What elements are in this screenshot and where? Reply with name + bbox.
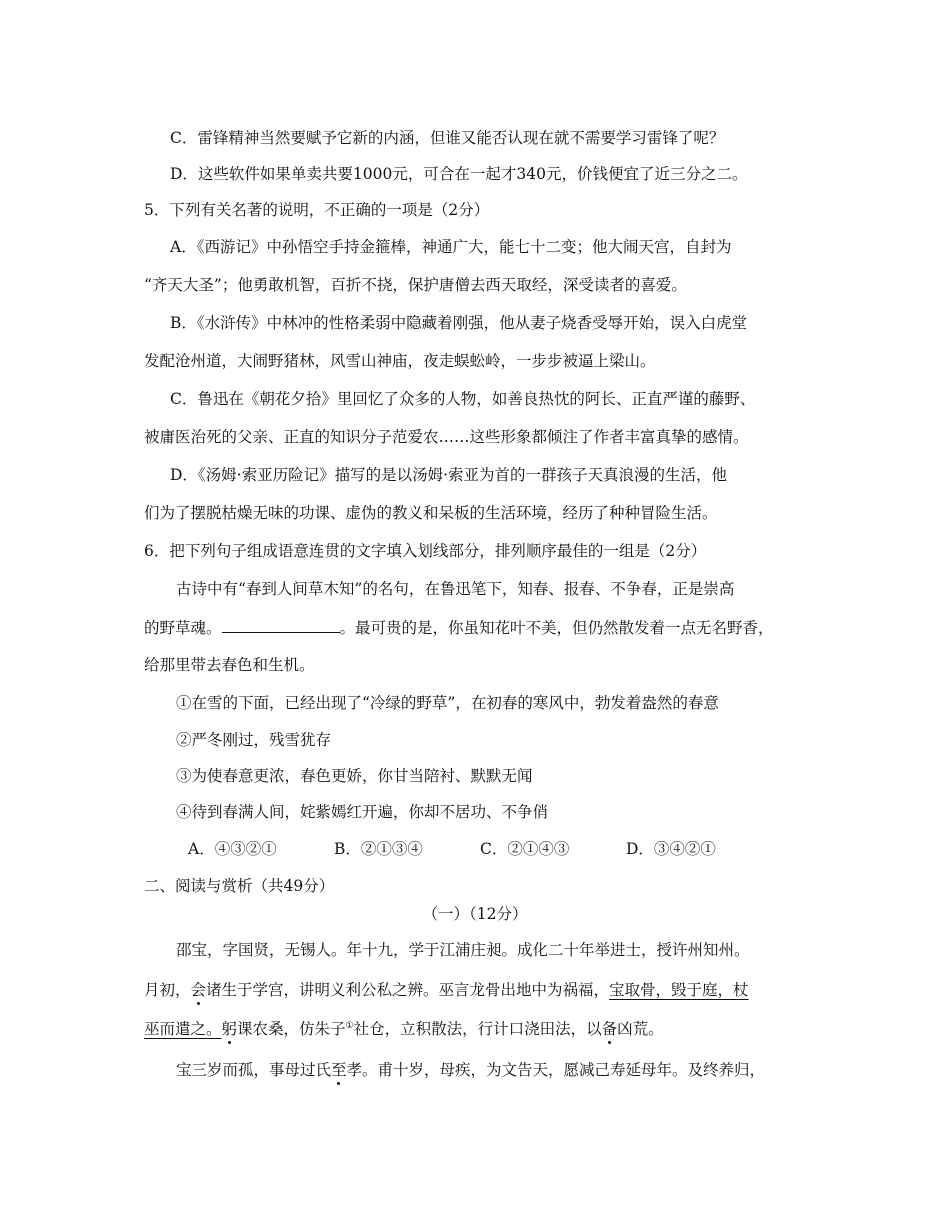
passage-text: 凶荒。 (617, 1020, 664, 1038)
passage-text: 诸生于学宫，讲明义利公私之辨。巫言龙骨出地中为祸福， (206, 981, 610, 999)
q4-option-c: C．雷锋精神当然要赋予它新的内涵，但谁又能否认现在就不需要学习雷锋了呢？ (170, 129, 725, 147)
q6-sentence-4: ④待到春满人间，姹紫嫣红开遍，你却不居功、不争俏 (176, 803, 549, 821)
section-2-title: 二、阅读与赏析（共49分） (144, 877, 335, 895)
passage-text: 孝。甫十岁，母疾，为文告天，愿减己寿延母年。及终养归， (346, 1061, 766, 1079)
q6-option-d: D．③④②① (626, 840, 716, 858)
dotted-character: 备 (601, 1020, 618, 1038)
q6-stem: 6．把下列句子组成语意连贯的文字填入划线部分，排列顺序最佳的一组是（2分） (144, 542, 707, 560)
q5-option-c-line1: C．鲁迅在《朝花夕拾》里回忆了众多的人物，如善良热忱的阿长、正直严谨的藤野、 (170, 390, 756, 408)
q6-passage-line1: 古诗中有“春到人间草木知”的名句，在鲁迅笔下，知春、报春、不争春，正是崇高 (176, 580, 735, 598)
q6-options (188, 839, 772, 859)
passage-text: 月初， (144, 981, 191, 999)
passage-text: 宝三岁而孤，事母过氏 (176, 1061, 332, 1079)
dotted-character: 会 (190, 981, 207, 999)
q6-passage-line3: 给那里带去春色和生机。 (144, 656, 315, 674)
q5-option-d-line2: 们为了摆脱枯燥无味的功课、虚伪的教义和呆板的生活环境，经历了种种冒险生活。 (144, 504, 718, 522)
q4-option-d: D．这些软件如果单卖共要1000元，可合在一起才340元，价钱便宜了近三分之二。 (170, 165, 748, 183)
passage-line1: 邵宝，字国贤，无锡人。年十九，学于江浦庄昶。成化二十年举进士，授许州知州。 (176, 941, 750, 959)
passage-text: 课农桑，仿朱子 (237, 1020, 346, 1038)
q6-passage-line2 (144, 617, 774, 638)
q5-option-a-line2: “齐天大圣”；他勇敢机智，百折不挠，保护唐僧去西天取经，深受读者的喜爱。 (144, 276, 687, 294)
q6-sentence-2: ②严冬刚过，残雪犹存 (176, 731, 332, 749)
q6-passage-line2-end: 。最可贵的是，你虽知花叶不美，但仍然散发着一点无名野香， (339, 619, 774, 637)
q6-passage-line2-start: 的野草魂。 (144, 619, 222, 637)
q6-sentence-1: ①在雪的下面，已经出现了“冷绿的野草”，在初春的寒风中，勃发着盎然的春意 (176, 694, 719, 712)
q6-option-c: C．②①④③ (480, 840, 570, 858)
q5-option-b-line2: 发配沧州道，大闹野猪林，风雪山神庙，夜走蜈蚣岭，一步步被逼上梁山。 (144, 352, 656, 370)
footnote-marker: ① (345, 1020, 354, 1031)
q6-sentence-3: ③为使春意更浓，春色更娇，你甘当陪衬、默默无闻 (176, 767, 533, 785)
q5-option-a-line1: A．《西游记》中孙悟空手持金箍棒，神通广大，能七十二变；他大闹天宫，自封为 (170, 238, 732, 256)
passage-text: 社仓，立积散法，行计口浇田法，以 (353, 1020, 602, 1038)
q5-option-d-line1: D．《汤姆·索亚历险记》描写的是以汤姆·索亚为首的一群孩子天真浪漫的生活，他 (170, 466, 728, 484)
q5-option-b-line1: B．《水浒传》中林冲的性格柔弱中隐藏着刚强，他从妻子烧香受辱开始，误入白虎堂 (170, 314, 748, 332)
q5-stem: 5．下列有关名著的说明，不正确的一项是（2分） (144, 201, 490, 219)
underlined-sentence-end: 巫而遣之。 (144, 1020, 222, 1038)
passage-line3 (144, 1019, 664, 1039)
subsection-title: （一）（12分） (422, 905, 528, 923)
q6-option-a: A．④③②① (188, 840, 277, 858)
q5-option-c-line2: 被庸医治死的父亲、正直的知识分子范爱农……这些形象都倾注了作者丰富真挚的感情。 (144, 428, 749, 446)
passage-line2 (144, 980, 749, 1000)
dotted-character: 至 (331, 1061, 347, 1079)
q6-option-b: B．②①③④ (334, 840, 423, 858)
fill-in-blank (222, 617, 340, 633)
dotted-character: 躬 (221, 1020, 238, 1038)
underlined-sentence: 宝取骨，毁于庭，杖 (609, 981, 749, 999)
passage-line4 (176, 1060, 765, 1080)
